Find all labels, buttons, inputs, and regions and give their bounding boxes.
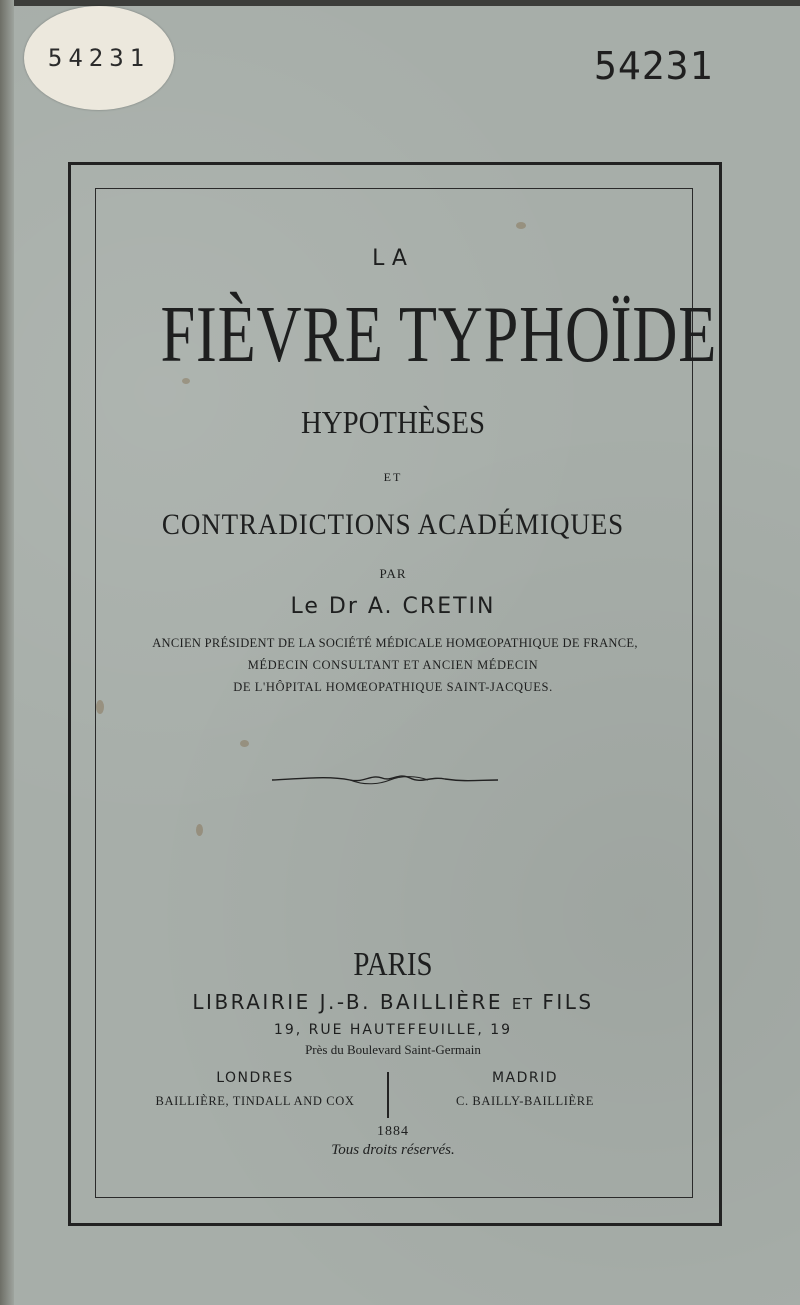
- rights-notice: Tous droits réservés.: [331, 1142, 455, 1158]
- catalog-sticker: [24, 6, 174, 110]
- branch-city: MADRID: [491, 1070, 559, 1086]
- author-name: Le Dr A. CRETIN: [290, 594, 496, 619]
- publisher-name: [95, 990, 691, 1014]
- sticker-number: 54231: [47, 44, 151, 72]
- branch-divider: [387, 1072, 389, 1118]
- author-credential-line: MÉDECIN CONSULTANT ET ANCIEN MÉDECIN: [247, 658, 539, 672]
- subtitle-conjunction: ET: [383, 470, 403, 484]
- branch-madrid: [400, 1070, 650, 1109]
- author-credential-line: ANCIEN PRÉSIDENT DE LA SOCIÉTÉ MÉDICALE HOMŒOPATHIQUE DE FRANCE,: [152, 636, 638, 650]
- stamped-catalog-number: 54231: [594, 44, 714, 88]
- subtitle-contradictions: CONTRADICTIONS ACADÉMIQUES: [161, 508, 625, 541]
- publisher-branches: [130, 1070, 650, 1120]
- publisher-main: LIBRAIRIE J.-B. BAILLIÈRE: [192, 990, 503, 1014]
- publisher-address: 19, RUE HAUTEFEUILLE, 19: [273, 1022, 513, 1038]
- publisher-location-note: Près du Boulevard Saint-Germain: [305, 1042, 481, 1057]
- publisher-end: FILS: [542, 990, 594, 1014]
- author-credential-line: DE L'HÔPITAL HOMŒOPATHIQUE SAINT-JACQUES.: [233, 680, 553, 694]
- subtitle-hypotheses: HYPOTHÈSES: [300, 404, 486, 440]
- ornament-divider: [270, 766, 500, 794]
- cover-top-edge: [0, 0, 800, 6]
- branch-name: C. BAILLY-BAILLIÈRE: [456, 1094, 594, 1108]
- title-article: LA: [372, 246, 414, 271]
- author-by: PAR: [379, 566, 407, 581]
- branch-name: BAILLIÈRE, TINDALL AND COX: [155, 1094, 355, 1108]
- cover-spine: [0, 0, 14, 1305]
- branch-london: [130, 1070, 380, 1109]
- book-title: FIÈVRE TYPHOÏDE: [160, 291, 718, 379]
- imprint-city: PARIS: [353, 946, 433, 983]
- branch-city: LONDRES: [216, 1070, 294, 1086]
- publication-year: 1884: [377, 1124, 409, 1139]
- publisher-et: ET: [511, 995, 534, 1013]
